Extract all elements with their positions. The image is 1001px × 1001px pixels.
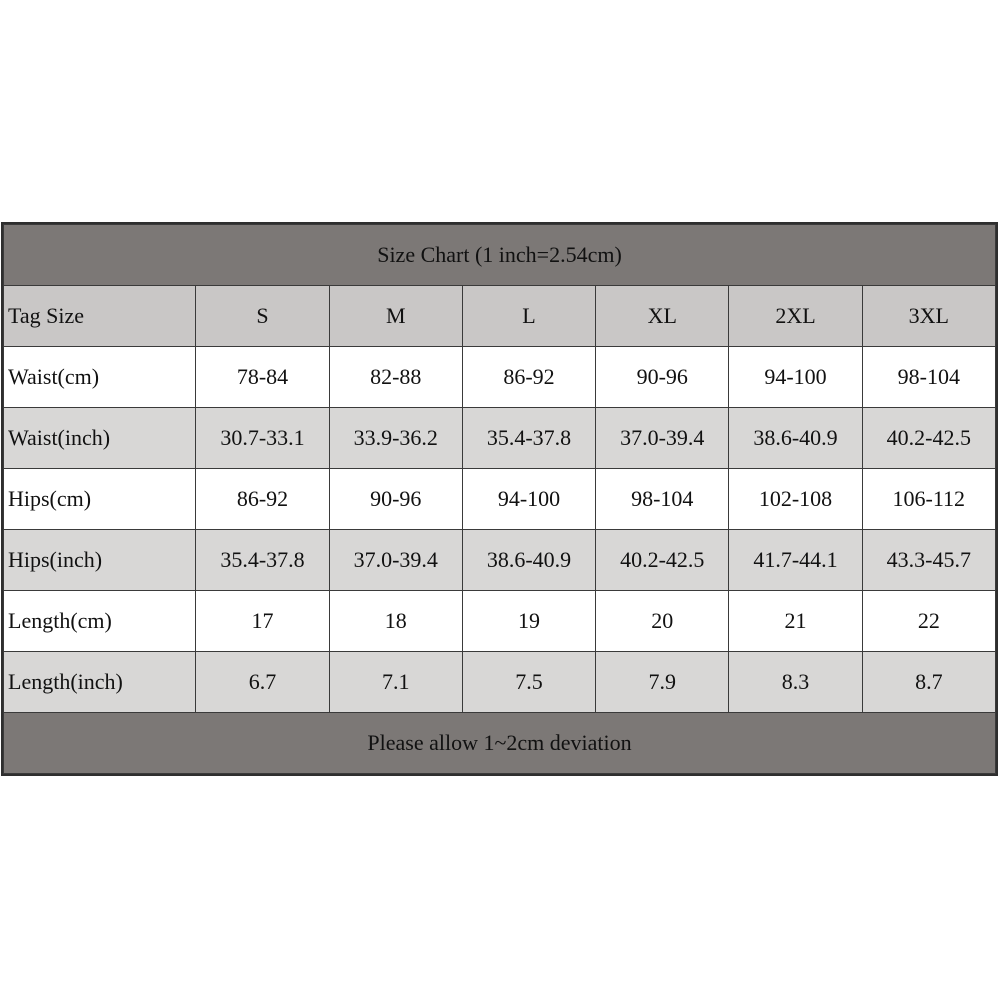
table-cell: 102-108 (729, 469, 862, 530)
table-cell: 90-96 (329, 469, 462, 530)
chart-title: Size Chart (1 inch=2.54cm) (4, 225, 996, 286)
size-table (3, 224, 996, 774)
table-cell: 78-84 (196, 347, 329, 408)
table-cell: 40.2-42.5 (862, 408, 995, 469)
table-cell: 30.7-33.1 (196, 408, 329, 469)
table-cell: 43.3-45.7 (862, 530, 995, 591)
table-row-waist-cm (4, 347, 996, 408)
header-row (4, 286, 996, 347)
table-cell: 38.6-40.9 (462, 530, 595, 591)
table-cell: 18 (329, 591, 462, 652)
table-cell: 17 (196, 591, 329, 652)
table-cell: 35.4-37.8 (196, 530, 329, 591)
table-cell: 94-100 (729, 347, 862, 408)
row-label: Length(cm) (4, 591, 196, 652)
row-label: Hips(cm) (4, 469, 196, 530)
table-cell: 8.7 (862, 652, 995, 713)
table-cell: 90-96 (596, 347, 729, 408)
size-header-s: S (196, 286, 329, 347)
table-cell: 94-100 (462, 469, 595, 530)
table-cell: 41.7-44.1 (729, 530, 862, 591)
table-cell: 7.5 (462, 652, 595, 713)
title-row (4, 225, 996, 286)
size-header-xl: XL (596, 286, 729, 347)
table-cell: 82-88 (329, 347, 462, 408)
table-cell: 19 (462, 591, 595, 652)
row-label: Waist(cm) (4, 347, 196, 408)
table-cell: 35.4-37.8 (462, 408, 595, 469)
row-label: Hips(inch) (4, 530, 196, 591)
footer-row (4, 713, 996, 774)
row-label: Length(inch) (4, 652, 196, 713)
table-cell: 40.2-42.5 (596, 530, 729, 591)
size-chart (1, 222, 998, 776)
table-row-length-inch (4, 652, 996, 713)
table-row-hips-inch (4, 530, 996, 591)
size-header-2xl: 2XL (729, 286, 862, 347)
table-cell: 98-104 (596, 469, 729, 530)
size-header-l: L (462, 286, 595, 347)
table-cell: 20 (596, 591, 729, 652)
table-cell: 7.1 (329, 652, 462, 713)
table-cell: 33.9-36.2 (329, 408, 462, 469)
table-cell: 86-92 (196, 469, 329, 530)
row-label: Waist(inch) (4, 408, 196, 469)
header-label: Tag Size (4, 286, 196, 347)
table-row-hips-cm (4, 469, 996, 530)
table-cell: 38.6-40.9 (729, 408, 862, 469)
table-cell: 6.7 (196, 652, 329, 713)
table-cell: 37.0-39.4 (329, 530, 462, 591)
table-cell: 37.0-39.4 (596, 408, 729, 469)
size-header-3xl: 3XL (862, 286, 995, 347)
deviation-note: Please allow 1~2cm deviation (4, 713, 996, 774)
table-row-waist-inch (4, 408, 996, 469)
table-cell: 21 (729, 591, 862, 652)
table-cell: 7.9 (596, 652, 729, 713)
table-cell: 8.3 (729, 652, 862, 713)
table-row-length-cm (4, 591, 996, 652)
table-cell: 98-104 (862, 347, 995, 408)
size-header-m: M (329, 286, 462, 347)
table-cell: 86-92 (462, 347, 595, 408)
table-cell: 22 (862, 591, 995, 652)
table-cell: 106-112 (862, 469, 995, 530)
